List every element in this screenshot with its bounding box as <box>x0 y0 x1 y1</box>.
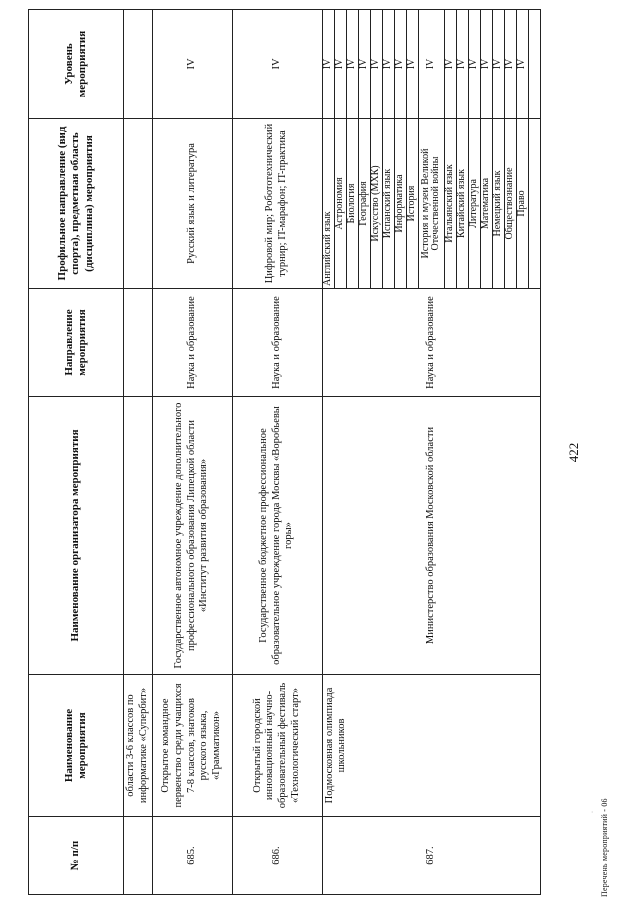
cell-profile: Математика <box>480 119 492 289</box>
cell-profile-empty <box>528 119 540 289</box>
page-number: 422 <box>566 442 581 463</box>
cell-profile: Английский язык <box>322 119 334 289</box>
cell-profile: Право <box>516 119 528 289</box>
cell-level: IV <box>516 10 528 119</box>
cell-level: IV <box>394 10 406 119</box>
cell-level: IV <box>480 10 492 119</box>
cell-organizer <box>124 397 153 675</box>
table-header-row <box>29 10 124 895</box>
cell-level: IV <box>334 10 346 119</box>
col-header-name: Наименование мероприятия <box>29 675 124 817</box>
table-row <box>124 10 153 895</box>
cell-level: IV <box>492 10 504 119</box>
cell-level: IV <box>456 10 468 119</box>
cell-num <box>124 817 153 895</box>
footer-text: Перечень мероприятий - 06 <box>600 798 609 897</box>
cell-level-empty <box>528 10 540 119</box>
cell-level: IV <box>406 10 418 119</box>
cell-organizer: Государственное бюджетное профессиональное образовательное учреждение города Москвы «Воробьевы горы» <box>232 397 322 675</box>
cell-num: 687. <box>322 817 540 895</box>
cell-level: IV <box>418 10 444 119</box>
table-row <box>232 10 322 895</box>
cell-profile: История и музеи Великой Отечественной войны <box>418 119 444 289</box>
cell-level: IV <box>444 10 456 119</box>
cell-profile: Испанский язык <box>382 119 394 289</box>
scan-mark: · <box>590 811 596 813</box>
cell-level: IV <box>468 10 480 119</box>
cell-profile: Обществознание <box>504 119 516 289</box>
col-header-profile: Профильное направление (вид спорта), предметная область (дисциплина) мероприятия <box>29 119 124 289</box>
cell-level: IV <box>358 10 370 119</box>
cell-num: 686. <box>232 817 322 895</box>
col-header-organizer: Наименование организатора мероприятия <box>29 397 124 675</box>
cell-profile: Китайский язык <box>456 119 468 289</box>
cell-profile: Литература <box>468 119 480 289</box>
cell-level <box>124 10 153 119</box>
cell-level: IV <box>382 10 394 119</box>
table-row <box>322 10 334 895</box>
cell-name: Подмосковная олимпиада школьников <box>322 675 540 817</box>
cell-profile: Русский язык и литература <box>152 119 232 289</box>
cell-level: IV <box>322 10 334 119</box>
events-table <box>28 9 541 895</box>
cell-direction <box>124 289 153 397</box>
cell-profile: География <box>358 119 370 289</box>
col-header-direction: Направление мероприятия <box>29 289 124 397</box>
cell-profile: Астрономия <box>334 119 346 289</box>
cell-organizer: Министерство образования Московской области <box>322 397 540 675</box>
cell-name: Открытый городской инновационный научно-образовательный фестиваль «Технологический старт» <box>232 675 322 817</box>
cell-name: Открытое командное первенство среди учащихся 7-8 классов, знатоков русского языка, «Грамматикон» <box>152 675 232 817</box>
cell-organizer: Государственное автономное учреждение дополнительного профессионального образования Липецкой области «Институт развития образования» <box>152 397 232 675</box>
cell-direction: Наука и образование <box>322 289 540 397</box>
cell-profile: Биология <box>346 119 358 289</box>
cell-level: IV <box>346 10 358 119</box>
cell-direction: Наука и образование <box>152 289 232 397</box>
cell-level: IV <box>152 10 232 119</box>
cell-name: области 3-6 классов по информатике «Супербит» <box>124 675 153 817</box>
cell-profile: История <box>406 119 418 289</box>
col-header-num: № п/п <box>29 817 124 895</box>
cell-profile: Искусство (МХК) <box>370 119 382 289</box>
cell-profile: Информатика <box>394 119 406 289</box>
cell-profile: Немецкий язык <box>492 119 504 289</box>
cell-level: IV <box>504 10 516 119</box>
cell-profile: Итальянский язык <box>444 119 456 289</box>
cell-level: IV <box>232 10 322 119</box>
table-row <box>152 10 232 895</box>
cell-profile: Цифровой мир; Робототехнический турнир; IT-марафон; IT-практика <box>232 119 322 289</box>
cell-num: 685. <box>152 817 232 895</box>
cell-direction: Наука и образование <box>232 289 322 397</box>
col-header-level: Уровень мероприятия <box>29 10 124 119</box>
cell-level: IV <box>370 10 382 119</box>
cell-profile <box>124 119 153 289</box>
